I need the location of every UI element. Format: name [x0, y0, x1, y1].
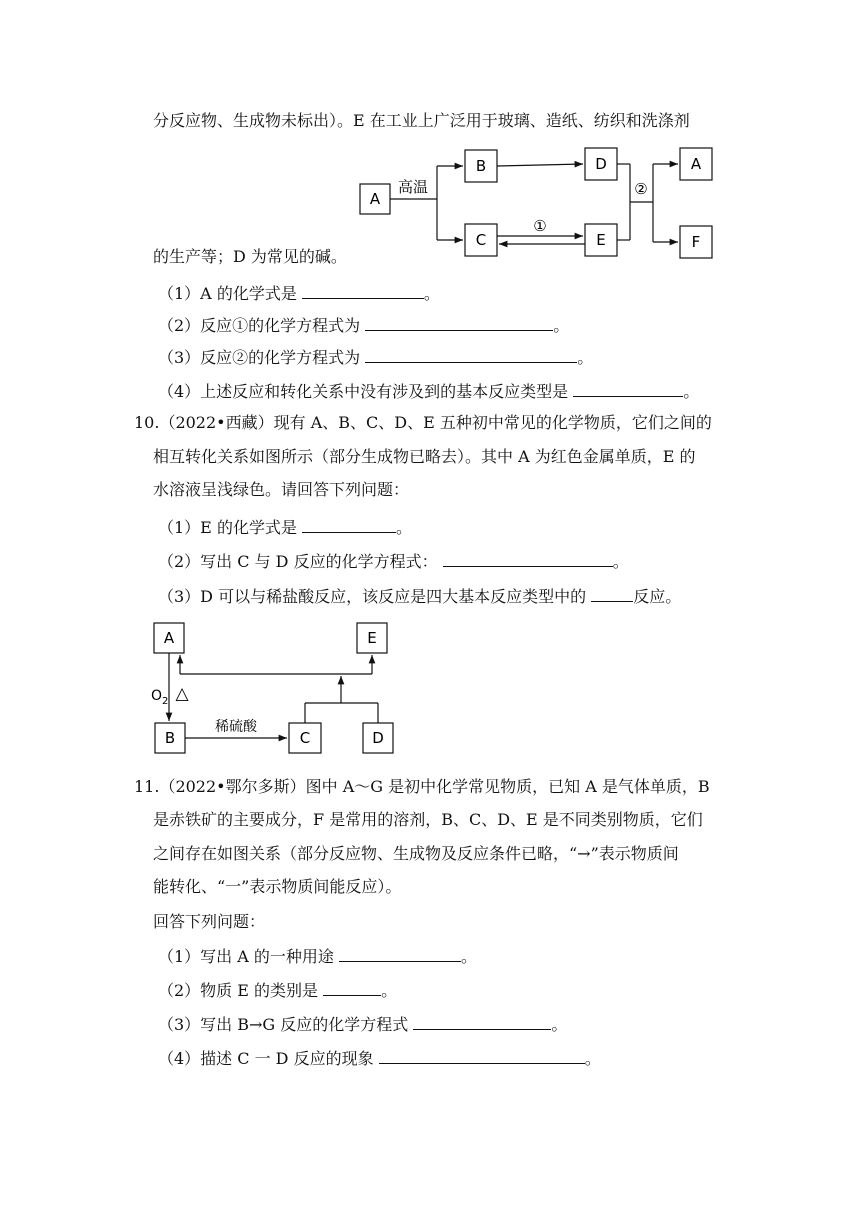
q10-node-a: A	[163, 629, 175, 647]
q9-intro-line2: 的生产等；D 为常见的碱。	[153, 247, 347, 266]
q10-oxygen-label: $O_2$	[151, 688, 169, 707]
answer-blank[interactable]	[339, 945, 461, 962]
answer-blank[interactable]	[591, 585, 633, 602]
q11-item-2: （2）物质 E 的类别是 。	[158, 981, 398, 1000]
q10-node-e: E	[367, 629, 377, 647]
q9-item-4: （4）上述反应和转化关系中没有涉及到的基本反应类型是 。	[158, 382, 700, 401]
q9-node-f1: A	[690, 155, 702, 173]
q9-diagram	[355, 142, 735, 272]
answer-blank[interactable]	[365, 314, 553, 331]
q10-acid-label: 稀硫酸	[215, 719, 257, 735]
q9-node-f2: F	[691, 233, 701, 251]
answer-blank[interactable]	[379, 1047, 585, 1064]
q10-item-3: （3）D 可以与稀盐酸反应，该反应是四大基本反应类型中的 反应。	[158, 587, 682, 606]
answer-blank[interactable]	[365, 346, 577, 363]
q9-node-e: E	[596, 231, 606, 249]
q11-stem-line3: 之间存在如图关系（部分反应物、生成物及反应条件已略，“→”表示物质间	[153, 844, 679, 863]
q11-item-1: （1）写出 A 的一种用途 。	[158, 947, 478, 966]
q9-node-d: D	[595, 155, 607, 173]
q10-node-b: B	[164, 729, 176, 747]
q10-heat-symbol: △	[175, 684, 189, 704]
q9-intro-line1: 分反应物、生成物未标出）。E 在工业上广泛用于玻璃、造纸、纺织和洗涤剂	[153, 111, 690, 130]
answer-blank[interactable]	[443, 550, 613, 567]
q10-node-d: D	[372, 729, 384, 747]
q11-item-4: （4）描述 C 一 D 反应的现象 。	[158, 1049, 601, 1068]
answer-blank[interactable]	[573, 380, 683, 397]
q9-item-1: （1）A 的化学式是 。	[158, 284, 440, 303]
q10-item-1: （1）E 的化学式是 。	[158, 518, 413, 537]
q9-condition-label: 高温	[397, 178, 429, 196]
q11-item-3: （3）写出 B→G 反应的化学方程式 。	[158, 1015, 568, 1034]
q10-stem-line1: 10.（2022•西藏）现有 A、B、C、D、E 五种初中常见的化学物质，它们之间的	[134, 413, 712, 432]
q10-stem-line2: 相互转化关系如图所示（部分生成物已略去）。其中 A 为红色金属单质，E 的	[153, 447, 696, 466]
q11-prompt: 回答下列问题：	[153, 912, 266, 931]
answer-blank[interactable]	[323, 979, 381, 996]
q9-reaction-mark-1: ①	[533, 217, 547, 235]
q9-node-a: A	[369, 190, 381, 208]
q11-stem-line1: 11.（2022•鄂尔多斯）图中 A～G 是初中化学常见物质，已知 A 是气体单质，B	[134, 777, 710, 796]
q9-reaction-mark-2: ②	[634, 180, 648, 198]
q10-stem-line3: 水溶液呈浅绿色。请回答下列问题：	[153, 480, 410, 499]
answer-blank[interactable]	[302, 282, 424, 299]
q9-item-3: （3）反应②的化学方程式为 。	[158, 348, 594, 367]
q11-stem-line2: 是赤铁矿的主要成分，F 是常用的溶剂，B、C、D、E 是不同类别物质，它们	[153, 810, 703, 829]
answer-blank[interactable]	[413, 1013, 551, 1030]
q9-node-b: B	[475, 157, 487, 175]
q9-node-c: C	[475, 231, 487, 249]
q11-stem-line4: 能转化、“一”表示物质间能反应）。	[153, 877, 402, 896]
q10-diagram	[150, 618, 410, 758]
q9-item-2: （2）反应①的化学方程式为 。	[158, 316, 570, 335]
q10-item-2: （2）写出 C 与 D 反应的化学方程式： 。	[158, 552, 629, 571]
q10-node-c: C	[299, 729, 311, 747]
answer-blank[interactable]	[302, 516, 396, 533]
